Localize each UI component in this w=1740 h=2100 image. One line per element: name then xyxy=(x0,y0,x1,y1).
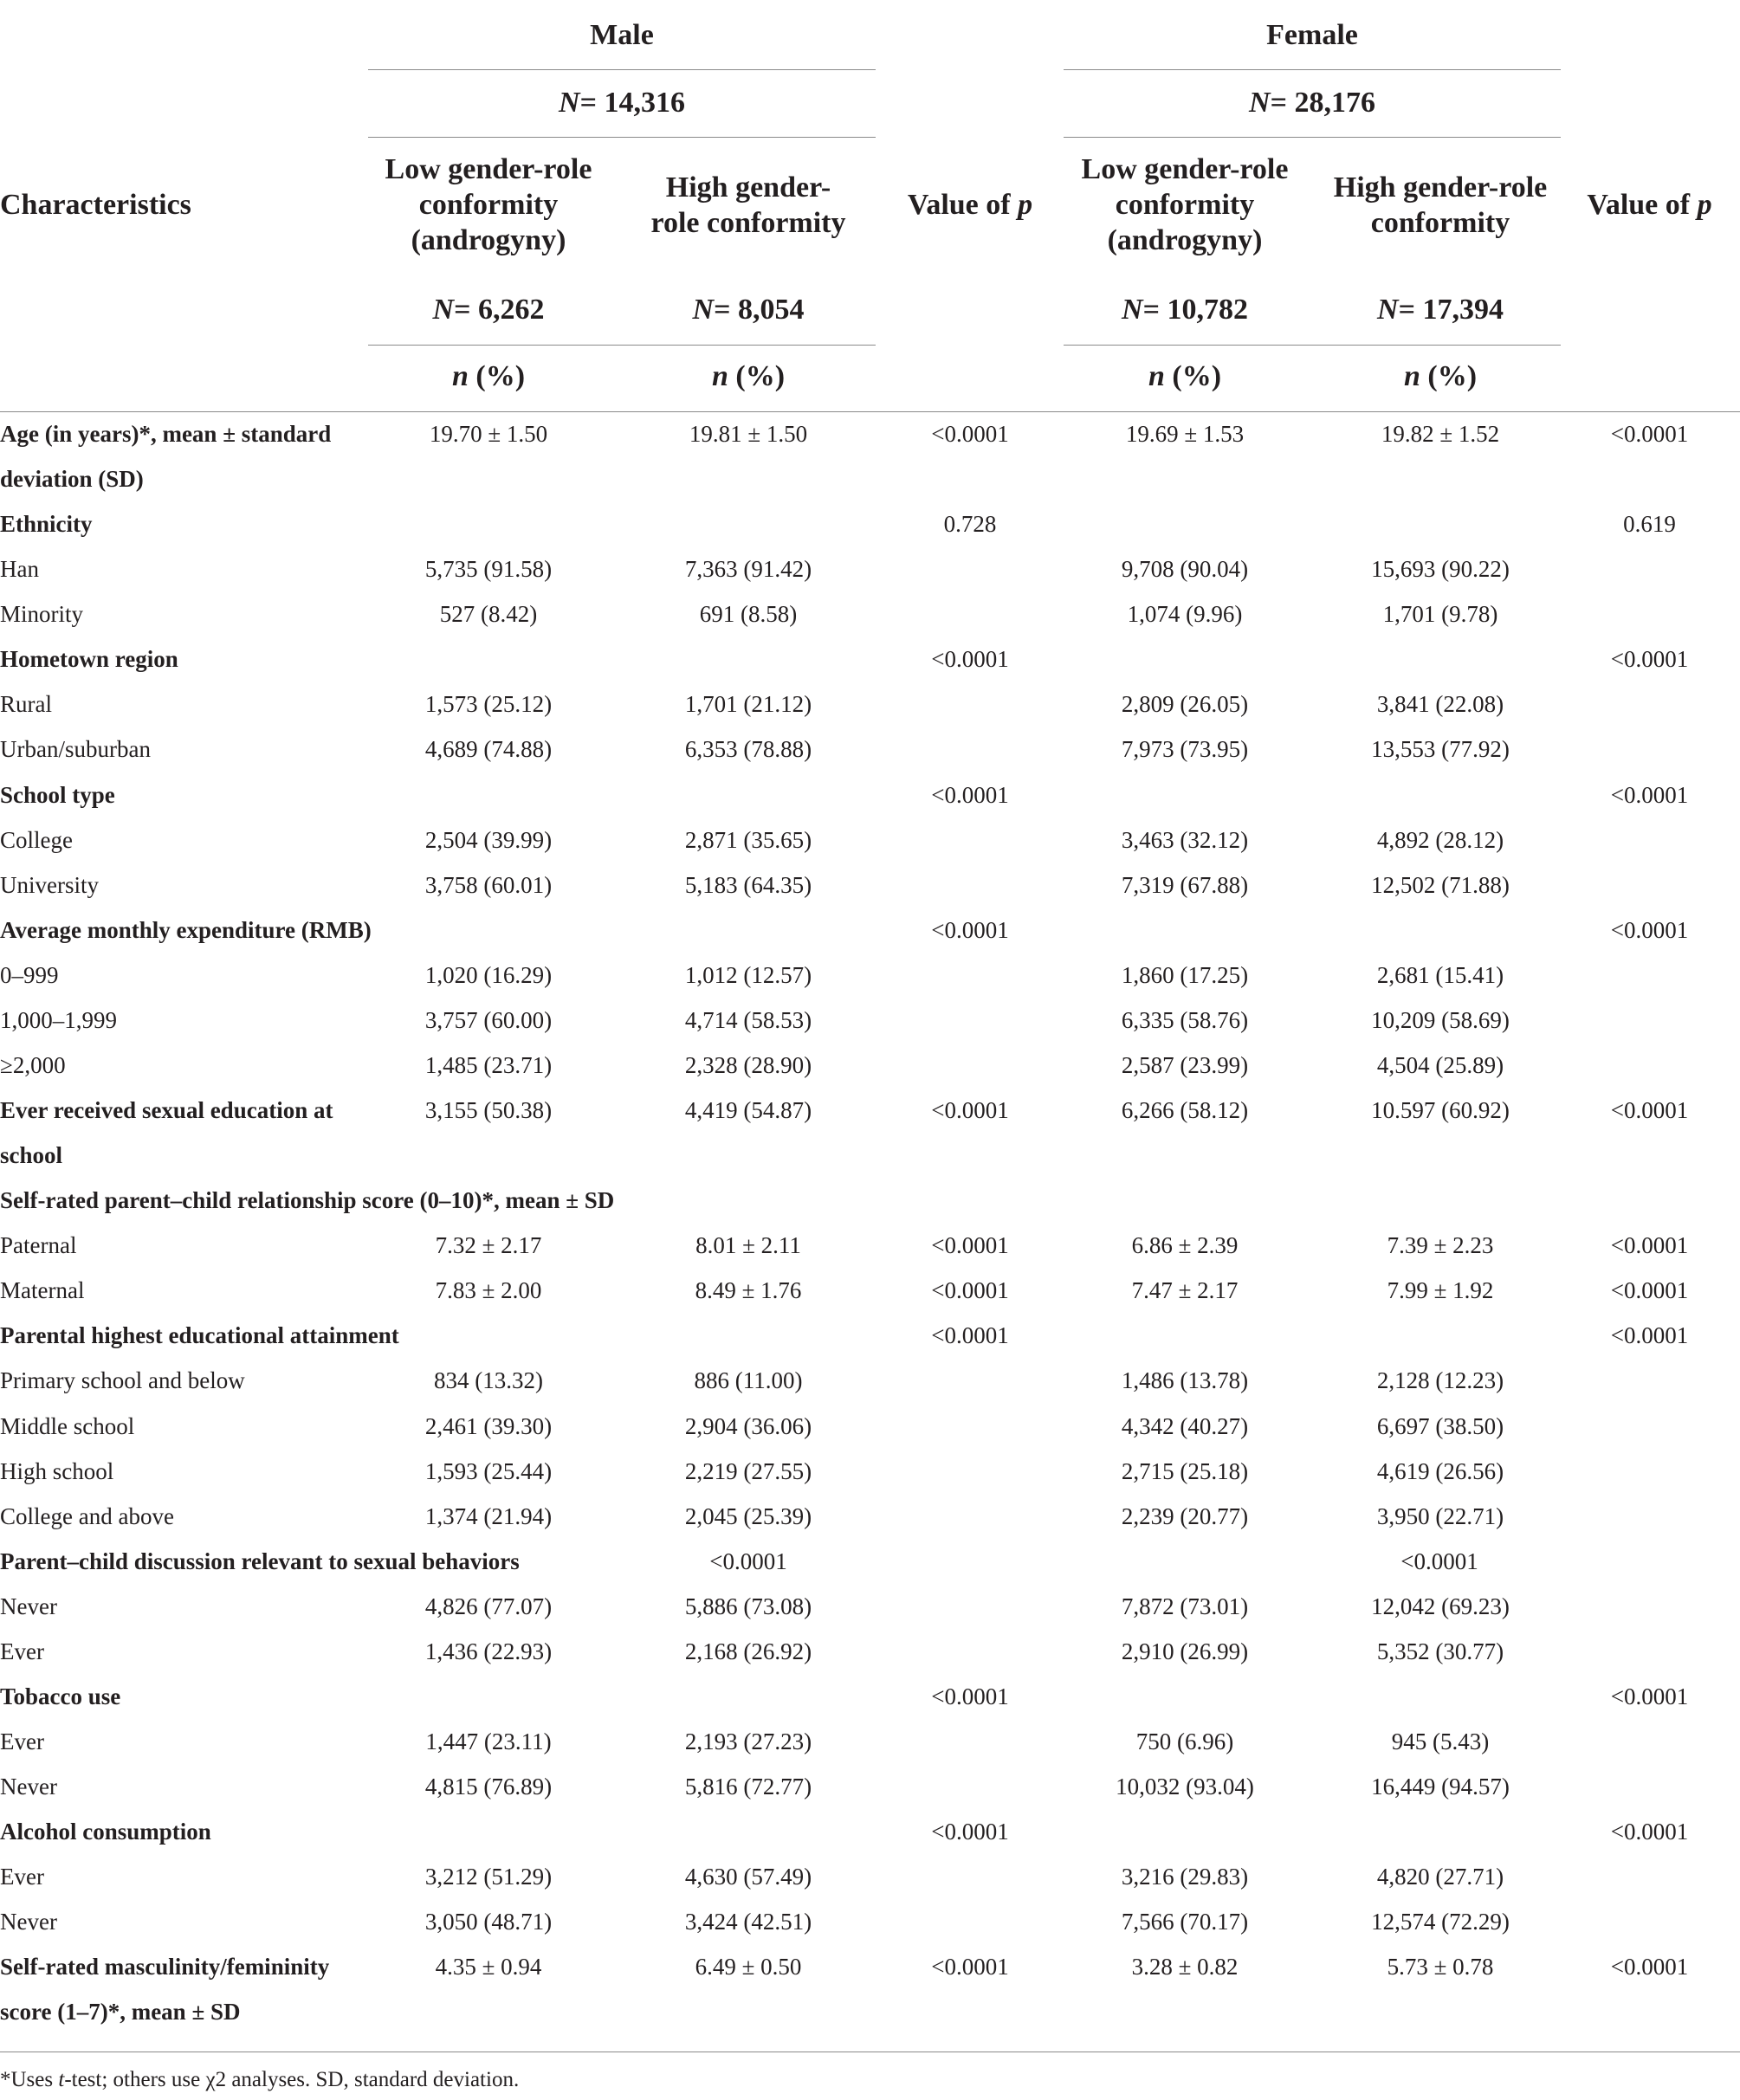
male-p-value-header xyxy=(875,187,1065,223)
male-low-value: 834 (13.32) xyxy=(434,1367,543,1394)
male-p-value: <0.0001 xyxy=(931,916,1009,943)
n-male-low-symbol: N xyxy=(432,294,455,326)
female-low-value: 1,486 (13.78) xyxy=(1121,1367,1249,1394)
row-label: Maternal xyxy=(0,1277,85,1304)
row-label: Urban/suburban xyxy=(0,736,151,763)
female-low-value: 1,860 (17.25) xyxy=(1121,961,1249,988)
row-label: School type xyxy=(0,781,115,808)
female-high-value: 10,209 (58.69) xyxy=(1371,1006,1510,1033)
male-p-value: 0.728 xyxy=(943,511,997,538)
female-low-value: 2,809 (26.05) xyxy=(1121,691,1249,718)
male-high-value: 2,045 (25.39) xyxy=(684,1502,812,1529)
male-total-n-symbol: N xyxy=(559,87,580,119)
n-pct-label: (%) xyxy=(468,360,526,392)
header-bottom-rule xyxy=(0,411,1740,412)
male-p-value: <0.0001 xyxy=(931,1277,1009,1304)
male-high-value: 5,816 (72.77) xyxy=(684,1774,812,1800)
male-high-value: 5,886 (73.08) xyxy=(684,1593,812,1619)
row-label-continued: deviation (SD) xyxy=(0,466,144,493)
female-p-value: <0.0001 xyxy=(1610,1232,1689,1259)
male-high-value: 3,424 (42.51) xyxy=(684,1909,812,1935)
male-high-value: 8.01 ± 2.11 xyxy=(695,1232,801,1259)
female-high-value: 5.73 ± 0.78 xyxy=(1387,1954,1494,1980)
row-label: University xyxy=(0,871,99,898)
row-label: Middle school xyxy=(0,1412,135,1439)
row-label: Ever xyxy=(0,1728,44,1755)
male-low-value: 1,374 (21.94) xyxy=(424,1502,553,1529)
male-low-value: 4,826 (77.07) xyxy=(424,1593,553,1619)
female-low-value: 2,715 (25.18) xyxy=(1121,1457,1249,1484)
male-high-value: 8.49 ± 1.76 xyxy=(695,1277,802,1304)
male-p-value: <0.0001 xyxy=(931,646,1009,673)
male-low-value: 4,815 (76.89) xyxy=(424,1774,553,1800)
male-p-value: <0.0001 xyxy=(931,1683,1009,1709)
row-label: Parental highest educational attainment xyxy=(0,1322,399,1349)
female-high-value: 7.99 ± 1.92 xyxy=(1387,1277,1494,1304)
male-n-rule xyxy=(368,137,876,138)
n-male-high-symbol: N xyxy=(692,294,715,326)
male-low-value: 1,020 (16.29) xyxy=(424,961,553,988)
male-high-value: 4,630 (57.49) xyxy=(684,1864,812,1890)
male-low-value: 1,573 (25.12) xyxy=(424,691,553,718)
footnote-pre: *Uses xyxy=(0,2068,59,2091)
male-high-value: 691 (8.58) xyxy=(699,601,798,628)
footnote-t: t xyxy=(58,2068,65,2091)
female-low-value: 3,216 (29.83) xyxy=(1121,1864,1249,1890)
male-p-value: <0.0001 xyxy=(931,1232,1009,1259)
male-low-value: 4.35 ± 0.94 xyxy=(435,1954,542,1980)
male-high-value: 2,168 (26.92) xyxy=(684,1638,812,1664)
male-p-value: <0.0001 xyxy=(931,1097,1009,1124)
male-total-n-value: = 14,316 xyxy=(579,87,685,119)
female-high-value: 12,574 (72.29) xyxy=(1371,1909,1510,1935)
n-pct-female-high xyxy=(1310,359,1571,394)
female-low-value: 2,910 (26.99) xyxy=(1121,1638,1249,1664)
male-high-value: 2,219 (27.55) xyxy=(684,1457,812,1484)
male-low-value: 19.70 ± 1.50 xyxy=(429,421,548,447)
male-low-value: 1,447 (23.11) xyxy=(425,1728,552,1755)
row-label: Ever received sexual education at xyxy=(0,1097,333,1124)
male-low-line1: Low gender-role xyxy=(385,153,592,185)
female-p-value: <0.0001 xyxy=(1610,1097,1689,1124)
male-subgroup-rule xyxy=(368,345,876,346)
female-high-value: 3,841 (22.08) xyxy=(1376,691,1504,718)
male-high-value: 886 (11.00) xyxy=(694,1367,803,1394)
male-low-value: 5,735 (91.58) xyxy=(424,556,553,583)
female-total-n-symbol: N xyxy=(1249,87,1271,119)
n-female-low-symbol: N xyxy=(1122,294,1143,326)
male-p-value: <0.0001 xyxy=(931,1819,1009,1845)
male-low-value: 3,757 (60.00) xyxy=(424,1006,553,1033)
male-high-line1: High gender- xyxy=(665,171,831,204)
n-male-high xyxy=(618,292,878,327)
male-high-value: 2,871 (35.65) xyxy=(684,826,812,853)
male-low-value: 1,485 (23.71) xyxy=(424,1051,553,1078)
female-high-conformity-header xyxy=(1310,170,1571,241)
male-high-value: 1,012 (12.57) xyxy=(684,961,812,988)
female-high-value: 4,619 (26.56) xyxy=(1376,1457,1504,1484)
row-label: ≥2,000 xyxy=(0,1051,66,1078)
n-pct-symbol: n xyxy=(1148,360,1165,392)
row-label: Primary school and below xyxy=(0,1367,245,1394)
male-high-value: 6,353 (78.88) xyxy=(684,736,812,763)
female-high-value: 6,697 (38.50) xyxy=(1376,1412,1504,1439)
male-p-value: <0.0001 xyxy=(709,1548,787,1574)
female-p-value: <0.0001 xyxy=(1610,916,1689,943)
female-high-value: 7.39 ± 2.23 xyxy=(1387,1232,1494,1259)
row-label: Never xyxy=(0,1593,57,1619)
female-p-value: <0.0001 xyxy=(1610,646,1689,673)
footnote xyxy=(0,2068,519,2092)
female-p-value: <0.0001 xyxy=(1610,1954,1689,1980)
female-low-value: 7,973 (73.95) xyxy=(1121,736,1249,763)
female-low-value: 7,566 (70.17) xyxy=(1121,1909,1249,1935)
female-p-value: <0.0001 xyxy=(1610,1277,1689,1304)
female-high-value: 4,504 (25.89) xyxy=(1376,1051,1504,1078)
n-pct-male-low xyxy=(359,359,618,394)
row-label: College and above xyxy=(0,1502,174,1529)
male-low-value: 527 (8.42) xyxy=(439,601,538,628)
n-pct-label: (%) xyxy=(1164,360,1222,392)
male-low-line2: conformity xyxy=(418,189,559,221)
row-label: Han xyxy=(0,556,39,583)
n-female-high xyxy=(1310,292,1571,327)
male-high-value: 19.81 ± 1.50 xyxy=(689,421,808,447)
row-label: Parent–child discussion relevant to sexual behaviors xyxy=(0,1548,520,1574)
female-n-rule xyxy=(1064,137,1561,138)
female-high-line2: conformity xyxy=(1370,207,1510,239)
female-p-value: <0.0001 xyxy=(1610,1819,1689,1845)
male-high-conformity-header xyxy=(618,170,878,241)
row-label: Self-rated parent–child relationship score (0–10)*, mean ± SD xyxy=(0,1187,615,1214)
n-male-low xyxy=(359,292,618,327)
female-low-value: 750 (6.96) xyxy=(1135,1728,1234,1755)
male-low-conformity-header xyxy=(359,152,618,258)
female-high-value: 3,950 (22.71) xyxy=(1376,1502,1504,1529)
female-low-value: 3,463 (32.12) xyxy=(1121,826,1249,853)
female-high-value: 12,502 (71.88) xyxy=(1371,871,1510,898)
male-total-n xyxy=(368,85,876,120)
male-low-value: 7.83 ± 2.00 xyxy=(435,1277,542,1304)
n-pct-male-high xyxy=(618,359,878,394)
row-label: College xyxy=(0,826,73,853)
male-low-value: 2,461 (39.30) xyxy=(424,1412,553,1439)
female-low-value: 6.86 ± 2.39 xyxy=(1131,1232,1239,1259)
female-low-value: 7,872 (73.01) xyxy=(1121,1593,1249,1619)
male-p-value: <0.0001 xyxy=(931,1322,1009,1349)
row-label: Never xyxy=(0,1909,57,1935)
male-low-value: 3,155 (50.38) xyxy=(424,1097,553,1124)
male-high-value: 2,193 (27.23) xyxy=(684,1728,812,1755)
row-label: Alcohol consumption xyxy=(0,1819,211,1845)
female-high-value: 19.82 ± 1.52 xyxy=(1381,421,1500,447)
female-high-value: 4,820 (27.71) xyxy=(1376,1864,1504,1890)
male-group-header: Male xyxy=(590,19,654,51)
male-high-value: 2,904 (36.06) xyxy=(684,1412,812,1439)
male-high-value: 4,419 (54.87) xyxy=(684,1097,812,1124)
female-high-value: 1,701 (9.78) xyxy=(1382,601,1498,628)
female-p-value: <0.0001 xyxy=(1610,1683,1689,1709)
row-label: Ever xyxy=(0,1638,44,1664)
row-label: 0–999 xyxy=(0,961,59,988)
female-low-value: 2,239 (20.77) xyxy=(1121,1502,1249,1529)
n-female-high-value: = 17,394 xyxy=(1398,294,1504,326)
female-low-conformity-header xyxy=(1053,152,1316,258)
row-label-continued: score (1–7)*, mean ± SD xyxy=(0,1999,241,2026)
female-total-n-value: = 28,176 xyxy=(1270,87,1375,119)
female-high-value: 4,892 (28.12) xyxy=(1376,826,1504,853)
male-low-value: 2,504 (39.99) xyxy=(424,826,553,853)
female-high-value: 5,352 (30.77) xyxy=(1376,1638,1504,1664)
row-label: Ever xyxy=(0,1864,44,1890)
row-label: Tobacco use xyxy=(0,1683,121,1709)
male-high-value: 1,701 (21.12) xyxy=(684,691,812,718)
male-high-value: 5,183 (64.35) xyxy=(684,871,812,898)
male-low-line3: (androgyny) xyxy=(411,224,566,256)
row-label: Age (in years)*, mean ± standard xyxy=(0,421,332,447)
female-header-rule xyxy=(1064,69,1561,70)
female-high-value: 2,681 (15.41) xyxy=(1376,961,1504,988)
female-high-value: 15,693 (90.22) xyxy=(1371,556,1510,583)
male-low-value: 3,212 (51.29) xyxy=(424,1864,553,1890)
female-low-value: 7.47 ± 2.17 xyxy=(1131,1277,1239,1304)
female-p-header-text: Value of xyxy=(1587,189,1691,221)
n-pct-symbol: n xyxy=(711,360,728,392)
row-label: High school xyxy=(0,1457,114,1484)
male-low-value: 7.32 ± 2.17 xyxy=(435,1232,542,1259)
male-low-value: 1,436 (22.93) xyxy=(424,1638,553,1664)
female-high-value: 12,042 (69.23) xyxy=(1371,1593,1510,1619)
row-label: Minority xyxy=(0,601,84,628)
characteristics-header: Characteristics xyxy=(0,189,191,221)
male-header-rule xyxy=(368,69,876,70)
female-p-value: 0.619 xyxy=(1623,511,1676,538)
male-high-value: 4,714 (58.53) xyxy=(684,1006,812,1033)
female-low-line3: (androgyny) xyxy=(1107,224,1263,256)
female-p-value: <0.0001 xyxy=(1610,421,1689,447)
female-low-value: 10,032 (93.04) xyxy=(1116,1774,1254,1800)
male-p-header-text: Value of xyxy=(907,189,1011,221)
female-low-line1: Low gender-role xyxy=(1081,153,1289,185)
female-low-value: 19.69 ± 1.53 xyxy=(1125,421,1245,447)
female-low-line2: conformity xyxy=(1115,189,1255,221)
male-low-value: 4,689 (74.88) xyxy=(424,736,553,763)
female-low-value: 3.28 ± 0.82 xyxy=(1131,1954,1239,1980)
female-high-line1: High gender-role xyxy=(1333,171,1548,204)
row-label: Average monthly expenditure (RMB) xyxy=(0,916,372,943)
female-p-value: <0.0001 xyxy=(1610,781,1689,808)
n-pct-label: (%) xyxy=(728,360,786,392)
n-female-low-value: = 10,782 xyxy=(1142,294,1248,326)
footnote-post: -test; others use χ2 analyses. SD, standard deviation. xyxy=(64,2068,520,2091)
row-label: Rural xyxy=(0,691,52,718)
female-high-value: 10.597 (60.92) xyxy=(1371,1097,1510,1124)
female-total-n xyxy=(1064,85,1561,120)
female-subgroup-rule xyxy=(1064,345,1561,346)
male-p-header-symbol: p xyxy=(1018,189,1033,221)
female-p-value: <0.0001 xyxy=(1400,1548,1478,1574)
row-label: Self-rated masculinity/femininity xyxy=(0,1954,330,1980)
n-pct-label: (%) xyxy=(1420,360,1478,392)
male-p-value: <0.0001 xyxy=(931,781,1009,808)
row-label-continued: school xyxy=(0,1142,63,1169)
male-high-value: 2,328 (28.90) xyxy=(684,1051,812,1078)
female-group-header: Female xyxy=(1266,19,1358,51)
female-low-value: 6,335 (58.76) xyxy=(1121,1006,1249,1033)
n-male-high-value: = 8,054 xyxy=(714,294,805,326)
male-low-value: 3,758 (60.01) xyxy=(424,871,553,898)
male-low-value: 3,050 (48.71) xyxy=(424,1909,553,1935)
male-high-line2: role conformity xyxy=(650,207,846,239)
n-pct-symbol: n xyxy=(451,360,469,392)
n-pct-female-low xyxy=(1053,359,1316,394)
n-male-low-value: = 6,262 xyxy=(454,294,545,326)
female-p-value: <0.0001 xyxy=(1610,1322,1689,1349)
female-low-value: 2,587 (23.99) xyxy=(1121,1051,1249,1078)
female-high-value: 16,449 (94.57) xyxy=(1371,1774,1510,1800)
female-p-value-header xyxy=(1559,187,1740,223)
male-low-value: 1,593 (25.44) xyxy=(424,1457,553,1484)
female-low-value: 1,074 (9.96) xyxy=(1127,601,1243,628)
n-female-low xyxy=(1053,292,1316,327)
female-low-value: 7,319 (67.88) xyxy=(1121,871,1249,898)
female-high-value: 945 (5.43) xyxy=(1391,1728,1490,1755)
female-low-value: 6,266 (58.12) xyxy=(1121,1097,1249,1124)
row-label: Paternal xyxy=(0,1232,77,1259)
male-high-value: 7,363 (91.42) xyxy=(684,556,812,583)
female-high-value: 2,128 (12.23) xyxy=(1376,1367,1504,1394)
male-high-value: 6.49 ± 0.50 xyxy=(695,1954,802,1980)
row-label: Never xyxy=(0,1774,57,1800)
male-p-value: <0.0001 xyxy=(931,1954,1009,1980)
row-label: Hometown region xyxy=(0,646,178,673)
female-p-header-symbol: p xyxy=(1697,189,1712,221)
row-label: 1,000–1,999 xyxy=(0,1006,117,1033)
row-label: Ethnicity xyxy=(0,511,93,538)
female-high-value: 13,553 (77.92) xyxy=(1371,736,1510,763)
n-female-high-symbol: N xyxy=(1377,294,1399,326)
female-low-value: 9,708 (90.04) xyxy=(1121,556,1249,583)
female-low-value: 4,342 (40.27) xyxy=(1121,1412,1249,1439)
male-p-value: <0.0001 xyxy=(931,421,1009,447)
n-pct-symbol: n xyxy=(1403,360,1420,392)
